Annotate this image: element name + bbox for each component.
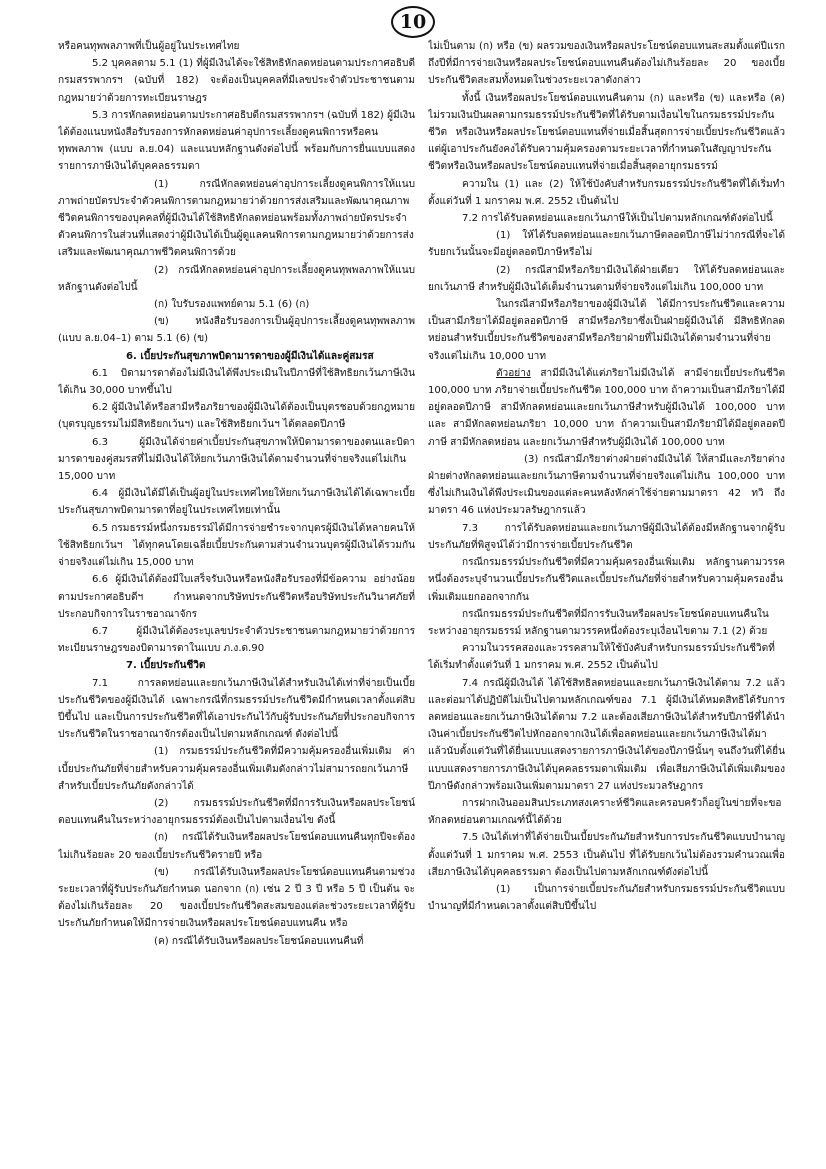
- page-number: [391, 6, 435, 38]
- right-column-paragraph: ไม่เป็นตาม (ก) หรือ (ข) ผลรวมของเงินหรือผลประโยชน์ตอบแทนสะสมตั้งแต่ปีแรกถึงปีที่มีการจ่ายเงินหรือผลประโยชน์ตอบแทนคืนต้องไม่เกินร้อยละ 20 ของเบี้ยประกันชีวิตสะสมทั้งหมดในช่วงระยะเวลาดังกล่าว: [428, 41, 785, 87]
- right-column-paragraph: 7.3 การได้รับลดหย่อนและยกเว้นภาษีผู้มีเงินได้ต้องมีหลักฐานจากผู้รับประกันภัยที่พิสูจน์ได้ว่ามีการจ่ายเบี้ยประกันชีวิต: [428, 522, 785, 551]
- left-column-paragraph: (1) กรณีหักลดหย่อนค่าอุปการะเลี้ยงดูคนพิการให้แนบภาพถ่ายบัตรประจำตัวคนพิการตามกฎหมายว่าด้วยการส่งเสริมและพัฒนาคุณภาพชีวิตคนพิการของบุคคลที่ผู้มีเงินได้ใช้สิทธิหักลดหย่อนพร้อมทั้งภาพถ่ายบัตรประจำตัวคนพิการในส่วนที่แสดงว่าผู้มีเงินได้เป็นผู้ดูแลคนพิการตามกฎหมายว่าด้วยการส่งเสริมและพัฒนาคุณภาพชีวิตคนพิการด้วย: [58, 178, 415, 259]
- left-column-paragraph: (ข) หนังสือรับรองการเป็นผู้อุปการะเลี้ยงดูคนทุพพลภาพ (แบบ ล.ย.04–1) ตาม 5.1 (6) (ข): [58, 316, 415, 345]
- right-column-paragraph: 7.4 กรณีผู้มีเงินได้ ได้ใช้สิทธิลดหย่อนและยกเว้นภาษีเงินได้ตาม 7.2 แล้วและต่อมาได้ปฏิบัติไม่เป็นไปตามหลักเกณฑ์ของ 7.1 ผู้มีเงินได้หมดสิทธิได้รับการลดหย่อนและยกเว้นภาษีเงินได้ตาม 7.2 และต้องเสียภาษีเงินได้สำหรับปีภาษีที่ได้นำเงินค่าเบี้ยประกันชีวิตไปหักออกจากเงินได้เพื่อลดหย่อนและยกเว้นภาษีเงินได้มาแล้วนับตั้งแต่วันที่ได้ยื่นแบบแสดงรายการภาษีเงินได้ของปีภาษีนั้นๆ จนถึงวันที่ได้ยื่นแบบแสดงรายการภาษีเงินได้บุคคลธรรมดาเพิ่มเติม เพื่อเสียภาษีเงินได้เพิ่มเติมของปีภาษีดังกล่าวพร้อมเงินเพิ่มตามมาตรา 27 แห่งประมวลรัษฎากร: [428, 677, 785, 792]
- left-column-paragraph: 6.4 ผู้มีเงินได้มีได้เป็นผู้อยู่ในประเทศไทยให้ยกเว้นภาษีเงินได้ได้เฉพาะเบี้ยประกันสุขภาพบิดามารดาที่อยู่ในประเทศไทยเท่านั้น: [58, 488, 415, 517]
- left-column-paragraph: 6.2 ผู้มีเงินได้หรือสามีหรือภริยาของผู้มีเงินได้ต้องเป็นบุตรชอบด้วยกฎหมาย (บุตรบุญธรรมไม่มีสิทธิยกเว้นฯ) และใช้สิทธิยกเว้นฯ ได้ตลอดปีภาษี: [58, 402, 415, 431]
- left-column-paragraph: (2) กรมธรรม์ประกันชีวิตที่มีการรับเงินหรือผลประโยชน์ตอบแทนคืนในระหว่างอายุกรมธรรม์ต้องเป็นไปตามเงื่อนไข ดังนี้: [58, 797, 415, 827]
- left-column-paragraph: (ข) กรณีได้รับเงินหรือผลประโยชน์ตอบแทนคืนตามช่วงระยะเวลาที่ผู้รับประกันภัยกำหนด นอกจาก (ก) เช่น 2 ปี 3 ปี หรือ 5 ปี เป็นต้น จะต้องไม่เกินร้อยละ 20 ของเบี้ยประกันชีวิตสะสมของแต่ละช่วงระยะเวลาที่ผู้รับประกันภัยกำหนดให้มีการจ่ายเงินหรือผลประโยชน์ตอบแทนคืน หรือ: [58, 866, 415, 930]
- left-column-paragraph: 6.6 ผู้มีเงินได้ต้องมีใบเสร็จรับเงินหรือหนังสือรับรองที่มีข้อความ อย่างน้อยตามประกาศอธิบดีฯ กำหนดจากบริษัทประกันชีวิตหรือบริษัทประกันวินาศภัยที่ประกอบกิจการในราชอาณาจักร: [58, 574, 415, 620]
- left-column-paragraph: หรือคนทุพพลภาพที่เป็นผู้อยู่ในประเทศไทย: [58, 41, 240, 52]
- left-column-paragraph: 7.1 การลดหย่อนและยกเว้นภาษีเงินได้สำหรับเงินได้เท่าที่จ่ายเป็นเบี้ยประกันชีวิตของผู้มีเงินได้ เฉพาะกรณีที่กรมธรรม์ประกันชีวิตมีกำหนดเวลาตั้งแต่สิบปีขึ้นไป และเป็นการประกันชีวิตที่ได้เอาประกันไว้กับผู้รับประกันภัยที่ประกอบกิจการประกันชีวิตในราชอาณาจักรต้องเป็นไปตามหลักเกณฑ์ ดังต่อไปนี้: [58, 677, 415, 741]
- right-column-paragraph: (3) กรณีสามีภริยาต่างฝ่ายต่างมีเงินได้ ให้สามีและภริยาต่างฝ่ายต่างหักลดหย่อนและยกเว้นภาษีตามจำนวนที่จ่ายจริงแต่ไม่เกิน 100,000 บาท ซึ่งไม่เกินเงินได้พึงประเมินของแต่ละคนหลังหักค่าใช้จ่ายตามมาตรา 42 ทวิ ถึงมาตรา 46 แห่งประมวลรัษฎากรแล้ว: [428, 453, 785, 517]
- right-column-paragraph: ความใน (1) และ (2) ให้ใช้บังคับสำหรับกรมธรรม์ประกันชีวิตที่ได้เริ่มทำตั้งแต่วันที่ 1 มกราคม พ.ศ. 2552 เป็นต้นไป: [428, 178, 785, 207]
- left-column: [58, 38, 415, 1160]
- left-column-paragraph: 6.1 บิดามารดาต้องไม่มีเงินได้พึงประเมินในปีภาษีที่ใช้สิทธิยกเว้นภาษีเงินได้เกิน 30,000 บาทขึ้นไป: [58, 367, 415, 397]
- right-column-paragraph: (1) เป็นการจ่ายเบี้ยประกันภัยสำหรับกรมธรรม์ประกันชีวิตแบบบำนาญที่มีกำหนดเวลาตั้งแต่สิบปีขึ้นไป: [428, 883, 785, 913]
- right-column: [428, 38, 785, 1160]
- page-number-text: 10: [399, 11, 427, 33]
- right-column-paragraph: กรณีกรมธรรม์ประกันชีวิตที่มีความคุ้มครองอื่นเพิ่มเติม หลักฐานตามวรรคหนึ่งต้องระบุจำนวนเบี้ยประกันชีวิตและเบี้ยประกันภัยที่จ่ายสำหรับความคุ้มครองอื่นเพิ่มเติมแยกออกจากกัน: [428, 557, 785, 603]
- right-column-paragraph: ทั้งนี้ เงินหรือผลประโยชน์ตอบแทนคืนตาม (ก) และหรือ (ข) และหรือ (ค) ไม่รวมเงินปันผลตามกรมธรรม์ประกันชีวิตที่ได้รับตามเงื่อนไขในกรมธรรม์ประกันชีวิต หรือเงินหรือผลประโยชน์ตอบแทนที่จ่ายเมื่อสิ้นสุดการจ่ายเบี้ยประกันชีวิตแล้ว แต่ผู้เอาประกันยังคงได้รับความคุ้มครองตามระยะเวลาที่กำหนดในสัญญาประกันชีวิตหรือเงินหรือผลประโยชน์ตอบแทนที่จ่ายเมื่อสิ้นสุดอายุกรมธรรม์: [428, 92, 785, 173]
- left-column-paragraph: (2) กรณีหักลดหย่อนค่าอุปการะเลี้ยงดูคนทุพพลภาพให้แนบหลักฐานดังต่อไปนี้: [58, 264, 415, 293]
- right-column-paragraph: (2) กรณีสามีหรือภริยามีเงินได้ฝ่ายเดียว ให้ได้รับลดหย่อนและยกเว้นภาษี สำหรับผู้มีเงินได้เต็มจำนวนตามที่จ่ายจริงแต่ไม่เกิน 100,000 บาท: [428, 264, 785, 293]
- left-column-paragraph: 6. เบี้ยประกันสุขภาพบิดามารดาของผู้มีเงินได้และคู่สมรส: [126, 350, 374, 362]
- left-column-paragraph: 6.7 ผู้มีเงินได้ต้องระบุเลขประจำตัวประชาชนตามกฎหมายว่าด้วยการทะเบียนราษฎรของบิดามารดาในแบบ ภ.ง.ด.90: [58, 625, 415, 655]
- left-column-paragraph: (1) กรมธรรม์ประกันชีวิตที่มีความคุ้มครองอื่นเพิ่มเติม ค่าเบี้ยประกันภัยที่จ่ายสำหรับความคุ้มครองอื่นเพิ่มเติมดังกล่าวไม่สามารถยกเว้นภาษีสำหรับเบี้ยประกันภัยดังกล่าวได้: [58, 746, 415, 792]
- example-label: ตัวอย่าง: [496, 367, 531, 379]
- right-column-paragraph: ความในวรรคสองและวรรคสามให้ใช้บังคับสำหรับกรมธรรม์ประกันชีวิตที่ได้เริ่มทำตั้งแต่วันที่ 1 มกราคม พ.ศ. 2552 เป็นต้นไป: [428, 643, 775, 672]
- right-column-paragraph: กรณีกรมธรรม์ประกันชีวิตที่มีการรับเงินหรือผลประโยชน์ตอบแทนคืนในระหว่างอายุกรมธรรม์ หลักฐานตามวรรคหนึ่งต้องระบุเงื่อนไขตาม 7.1 (2) ด้วย: [428, 608, 769, 637]
- right-column-paragraph: 7.2 การได้รับลดหย่อนและยกเว้นภาษีให้เป็นไปตามหลักเกณฑ์ดังต่อไปนี้: [462, 213, 773, 225]
- left-column-paragraph: 5.2 บุคคลตาม 5.1 (1) ที่ผู้มีเงินได้จะใช้สิทธิหักลดหย่อนตามประกาศอธิบดีกรมสรรพากรฯ (ฉบับที่ 182) จะต้องเป็นบุคคลที่มีเลขประจำตัวประชาชนตามกฎหมายว่าด้วยการทะเบียนราษฎร: [58, 58, 415, 104]
- right-column-paragraph: ในกรณีสามีหรือภริยาของผู้มีเงินได้ ได้มีการประกันชีวิตและความเป็นสามีภริยาได้มีอยู่ตลอดปีภาษี สามีหรือภริยาซึ่งเป็นฝ่ายผู้มีเงินได้ มีสิทธิหักลดหย่อนสำหรับเบี้ยประกันชีวิตของสามีหรือภริยาฝ่ายที่ไม่มีเงินได้ตามจำนวนที่จ่ายจริงแต่ไม่เกิน 10,000 บาท: [428, 299, 785, 362]
- left-column-paragraph: (ก) ใบรับรองแพทย์ตาม 5.1 (6) (ก): [154, 299, 310, 311]
- left-column-paragraph: 6.5 กรมธรรม์หนึ่งกรมธรรม์ได้มีการจ่ายชำระจากบุตรผู้มีเงินได้หลายคนให้ใช้สิทธิยกเว้นฯ ได้ทุกคนโดยเฉลี่ยเบี้ยประกันตามส่วนจำนวนบุตรผู้มีเงินได้รวมกันจ่ายจริงแต่ไม่เกิน 15,000 บาท: [58, 522, 415, 569]
- left-column-paragraph: (ก) กรณีได้รับเงินหรือผลประโยชน์ตอบแทนคืนทุกปีจะต้องไม่เกินร้อยละ 20 ของเบี้ยประกันชีวิตรายปี หรือ: [58, 832, 415, 861]
- right-column-paragraph: 7.5 เงินได้เท่าที่ได้จ่ายเป็นเบี้ยประกันภัยสำหรับการประกันชีวิตแบบบำนาญ ตั้งแต่วันที่ 1 มกราคม พ.ศ. 2553 เป็นต้นไป ที่ได้รับยกเว้นไม่ต้องรวมคำนวณเพื่อเสียภาษีเงินได้บุคคลธรรมดา ต้องเป็นไปตามหลักเกณฑ์ดังต่อไปนี้: [428, 832, 785, 878]
- right-column-paragraph: (1) ให้ได้รับลดหย่อนและยกเว้นภาษีตลอดปีภาษีไม่ว่ากรณีที่จะได้รับยกเว้นนั้นจะมีอยู่ตลอดปีภาษีหรือไม่: [428, 230, 785, 259]
- left-column-paragraph: 5.3 การหักลดหย่อนตามประกาศอธิบดีกรมสรรพากรฯ (ฉบับที่ 182) ผู้มีเงินได้ต้องแนบหนังสือรับรองการหักลดหย่อนค่าอุปการะเลี้ยงดูคนพิการหรือคนทุพพลภาพ (แบบ ล.ย.04) และแนบหลักฐานดังต่อไปนี้ พร้อมกับการยื่นแบบแสดงรายการภาษีเงินได้บุคคลธรรมดา: [58, 109, 415, 173]
- right-column-paragraph: ตัวอย่าง สามีมีเงินได้แต่ภริยาไม่มีเงินได้ สามีจ่ายเบี้ยประกันชีวิต 100,000 บาท ภริยาจ่ายเบี้ยประกันชีวิต 100,000 บาท ถ้าความเป็นสามีภริยาได้มีอยู่ตลอดปีภาษี สามีหักลดหย่อนและยกเว้นภาษีสำหรับผู้มีเงินได้ 100,000 บาท และ สามีหักลดหย่อนภริยา 10,000 บาท ถ้าความเป็นสามีภริยามิได้มีอยู่ตลอดปีภาษี สามีหักลดหย่อน และยกเว้นภาษีสำหรับผู้มีเงินได้ 100,000 บาท: [428, 367, 785, 448]
- left-column-paragraph: 6.3 ผู้มีเงินได้จ่ายค่าเบี้ยประกันสุขภาพให้บิดามารดาของตนและบิดามารดาของคู่สมรสที่ไม่มีเงินได้ให้ยกเว้นภาษีเงินได้ตามจำนวนที่จ่ายจริงแต่ไม่เกิน 15,000 บาท: [58, 436, 415, 483]
- left-column-paragraph: (ค) กรณีได้รับเงินหรือผลประโยชน์ตอบแทนคืนที่: [154, 935, 364, 947]
- left-column-paragraph: 7. เบี้ยประกันชีวิต: [126, 660, 206, 672]
- right-column-paragraph: การฝากเงินออมสินประเภทสงเคราะห์ชีวิตและครอบครัวก็อยู่ในข่ายที่จะขอหักลดหย่อนตามเกณฑ์นี้ได้ด้วย: [428, 797, 782, 827]
